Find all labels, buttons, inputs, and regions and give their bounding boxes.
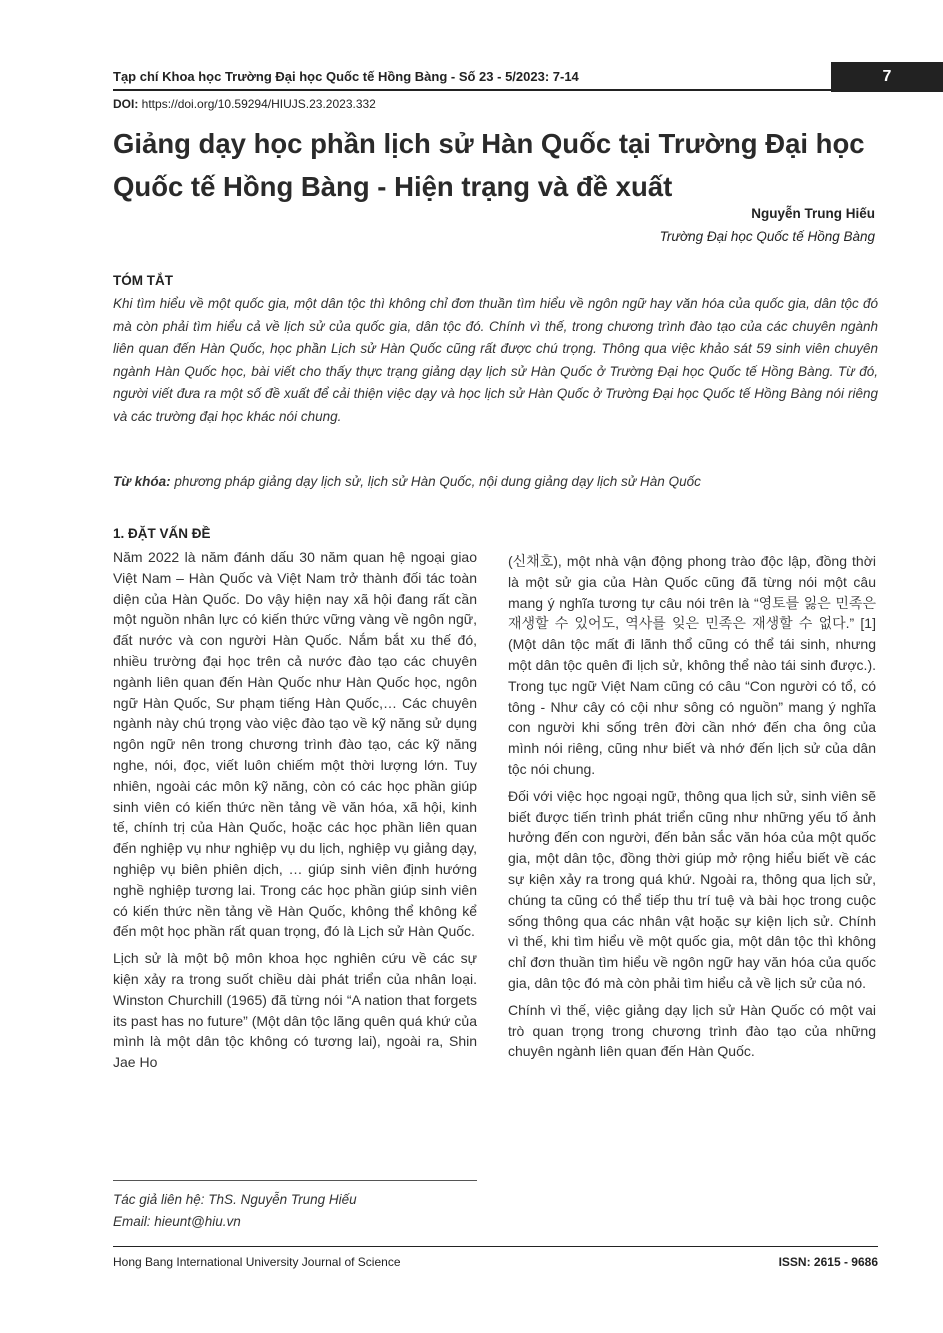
footnote-contact: Tác giả liên hệ: ThS. Nguyễn Trung Hiếu	[113, 1192, 357, 1207]
doi-link[interactable]: https://doi.org/10.59294/HIUJS.23.2023.332	[138, 97, 376, 111]
paragraph: Đối với việc học ngoại ngữ, thông qua lịch sử, sinh viên sẽ biết được tiến trình phát triển cũng như những yếu tố ảnh hưởng đến con người, đến bản sắc văn hóa của một quốc gia, một dân tộc, đồng thời giúp mở rộng hiểu biết về các sự kiện xảy ra trong quá khứ. Ngoài ra, thông qua lịch sử, chúng ta cũng có thể tiếp thu trí tuệ và bài học trong cuộc sống thông qua các nhân vật hoặc sự kiện lịch sử. Chính vì thế, khi tìm hiểu về một quốc gia, một dân tộc thì không chỉ đơn thuần tìm hiểu về ngôn ngữ hay văn hóa của quốc gia, dân tộc đó mà còn phải tìm hiểu cả về lịch sử của nó.	[508, 787, 876, 991]
paragraph: Năm 2022 là năm đánh dấu 30 năm quan hệ ngoại giao Việt Nam – Hàn Quốc và Việt Nam trở thành đối tác toàn diện của Hàn Quốc. Do vậy hiện nay xã hội đang rất cần một nguồn nhân lực có kiến thức vững vàng về ngôn ngữ, đất nước và con người Hàn Quốc. Nắm bắt xu thế đó, nhiều trường đại học trên cả nước đào tạo các chuyên ngành liên quan đến Hàn Quốc như Hàn Quốc học, ngôn ngữ Hàn Quốc, Sư phạm tiếng Hàn Quốc,… Các chuyên ngành này chú trọng vào việc đào tạo về kỹ năng sử dụng ngôn ngữ nên trong chương trình đào tạo, các kỹ năng nghe, nói, đọc, viết luôn chiếm một thời lượng lớn. Tuy nhiên, ngoài các môn kỹ năng, còn có các học phần giúp sinh viên có kiến thức nền tảng về văn hóa, xã hội, kinh tế, chính trị của Hàn Quốc, hoặc các học phần liên quan đến nghiệp vụ như nghiệp vụ du lịch, nghiệp vụ giảng dạy, nghiệp vụ biên phiên dịch, … giúp sinh viên định hướng nghề nghiệp tương lai. Trong các học phần giúp sinh viên có kiến thức nền tảng về Hàn Quốc, không thể không kể đến một học phần rất quan trọng, đó là Lịch sử Hàn Quốc.	[113, 549, 477, 940]
abstract-text: Khi tìm hiểu về một quốc gia, một dân tộc thì không chỉ đơn thuần tìm hiểu về ngôn ngữ hay văn hóa của quốc gia, dân tộc đó mà còn phải tìm hiểu cả về lịch sử của quốc gia, dân tộc đó. Chính vì thế, trong chương trình đào tạo của các chuyên ngành liên quan đến Hàn Quốc, học phần Lịch sử Hàn Quốc cũng rất được chú trọng. Thông qua việc khảo sát 59 sinh viên chuyên ngành Hàn Quốc học, bài viết cho thấy thực trạng giảng dạy lịch sử Hàn Quốc ở Trường Đại học Quốc tế Hồng Bàng. Từ đó, người viết đưa ra một số đề xuất để cải thiện việc dạy và học lịch sử Hàn Quốc ở Trường Đại học Quốc tế Hồng Bàng nói riêng và các trường đại học khác nói chung.	[113, 296, 878, 424]
article-title: Giảng dạy học phần lịch sử Hàn Quốc tại Trường Đại học Quốc tế Hồng Bàng - Hiện trạng và đề xuất	[113, 128, 865, 202]
page-header	[113, 66, 943, 94]
keywords	[113, 472, 878, 492]
footer-journal-name: Hong Bang International University Journal of Science	[113, 1255, 401, 1269]
journal-citation: Tạp chí Khoa học Trường Đại học Quốc tế Hồng Bàng - Số 23 - 5/2023: 7-14	[113, 69, 579, 84]
header-rule	[113, 89, 831, 91]
footnote-rule	[113, 1180, 477, 1181]
doi-label: DOI:	[113, 97, 139, 111]
footer-issn: ISSN: 2615 - 9686	[778, 1255, 878, 1269]
paragraph: (신채호), một nhà vận động phong trào độc lập, đồng thời là một sử gia của Hàn Quốc cũng đã từng nói một câu mang ý nghĩa tương tự câu nói trên là “영토를 잃은 민족은 재생할 수 있어도, 역사를 잊은 민족은 재생할 수 없다.” [1] (Một dân tộc mất đi lãnh thổ cũng có thể tái sinh, nhưng một dân tộc quên đi lịch sử, không thể nào tái sinh được.). Trong tục ngữ Việt Nam cũng có câu “Con người có tổ, có tông - Như cây có cội như sông có nguồn” mang ý nghĩa con người khi sống trên đời cần nhớ đến cha ông của mình nói riêng, cũng như biết và nhớ đến lịch sử của dân tộc nói chung.	[508, 553, 876, 777]
paragraph: Chính vì thế, việc giảng dạy lịch sử Hàn Quốc có một vai trò quan trọng trong chương trình đào tạo của những chuyên ngành liên quan đến Hàn Quốc.	[508, 1001, 876, 1060]
author-affiliation: Trường Đại học Quốc tế Hồng Bàng	[659, 229, 875, 244]
abstract-heading: TÓM TẮT	[113, 273, 173, 288]
footer-rule	[113, 1246, 878, 1247]
footnote-email: Email: hieunt@hiu.vn	[113, 1214, 241, 1229]
section-heading: 1. ĐẶT VẤN ĐỀ	[113, 526, 211, 541]
doi-line	[113, 97, 376, 111]
page-number: 7	[831, 62, 943, 92]
body-column-right	[508, 551, 876, 1068]
keywords-label: Từ khóa:	[113, 474, 171, 489]
paragraph: Lịch sử là một bộ môn khoa học nghiên cứu về các sự kiện xảy ra trong suốt chiều dài phát triển của nhân loại. Winston Churchill (1965) đã từng nói “A nation that forgets its past has no future” (Một dân tộc lãng quên quá khứ của mình là một dân tộc không có tương lai), ngoài ra, Shin Jae Ho	[113, 950, 477, 1071]
body-column-left	[113, 547, 477, 1079]
keywords-text: phương pháp giảng dạy lịch sử, lịch sử Hàn Quốc, nội dung giảng dạy lịch sử Hàn Quốc	[170, 474, 701, 489]
author-name: Nguyễn Trung Hiếu	[751, 206, 875, 221]
